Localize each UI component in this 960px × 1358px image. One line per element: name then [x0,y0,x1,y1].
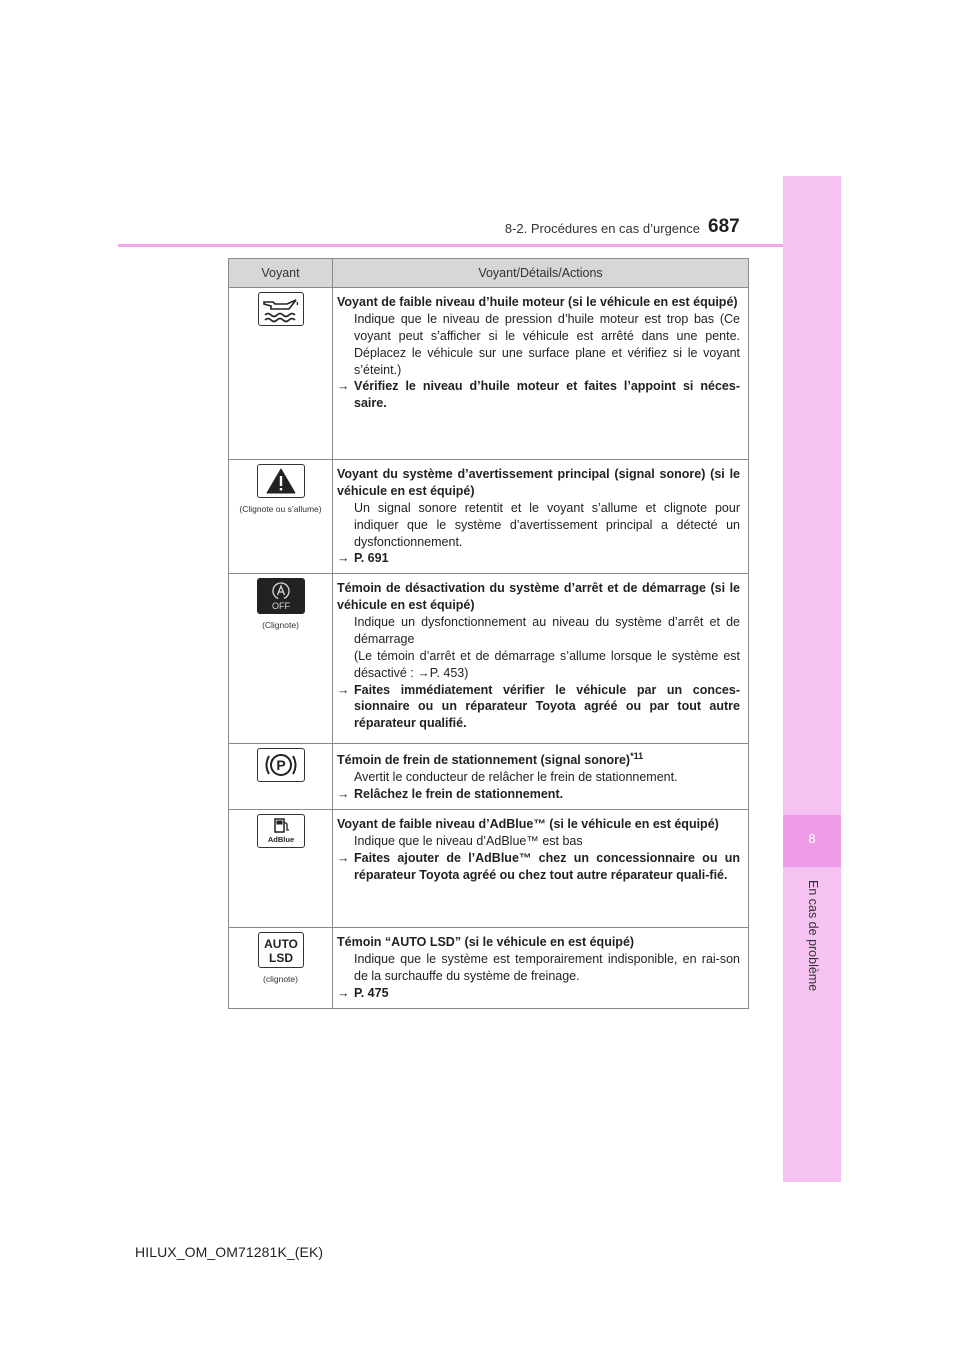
chapter-title: En cas de problème [806,880,820,992]
stop-start-off-label: OFF [271,601,290,612]
master-warning-icon [257,464,305,498]
row-title: Témoin “AUTO LSD” (si le véhicule en est équipé) [337,935,635,950]
arrow-icon: → [337,850,350,865]
indicator-cell [229,574,333,744]
row-action: → P. 475 [337,985,389,1000]
row-description: Indique que le niveau d’AdBlue™ est bas [354,833,583,848]
row-description-note: (Le témoin d’arrêt et de démarrage s’allume lorsque le système est désactivé : →P. 453) [354,648,740,680]
table-row [229,928,749,1009]
details-cell [333,288,749,460]
arrow-icon: → [337,379,350,394]
adblue-icon [257,814,305,848]
row-title: Témoin de frein de stationnement (signal sonore)$^{*11}$ [337,751,644,768]
parking-brake-letter: P [275,757,286,774]
section-title: 8-2. Procédures en cas d’urgence [504,221,700,236]
indicator-cell [229,744,333,810]
document-code: HILUX_OM_OM71281K_(EK) [135,1244,324,1260]
row-description: Indique que le niveau de pression d’huile moteur est trop bas (Ce voyant peut s’afficher si le véhicule est arrêté dans une pente. Déplacez le véhicule sur une surface plane et vérifiez si le voyant s’éteint.) [354,311,740,377]
table-row [229,810,749,928]
row-description: Avertit le conducteur de relâcher le frein de stationnement. [354,770,678,785]
row-title: Voyant de faible niveau d’huile moteur (si le véhicule en est équipé) [337,295,738,309]
details-cell [333,460,749,574]
chapter-number: 8 [808,831,816,846]
page-number: 687 [708,216,740,237]
arrow-icon: → [337,787,350,802]
details-cell [333,810,749,928]
auto-lsd-icon [258,932,304,968]
header-divider [118,244,783,247]
table-header-row [229,259,749,288]
table-row [229,574,749,744]
row-description: Un signal sonore retentit et le voyant s’allume et clignote pour indiquer que le système d’avertissement principal a détecté un dysfonctionnement. [354,500,740,549]
row-title: Voyant de faible niveau d’AdBlue™ (si le véhicule en est équipé) [337,817,719,832]
indicator-caption: (Clignote ou s’allume) [239,503,322,514]
auto-lsd-label-bottom: LSD [268,951,293,966]
indicator-caption: (Clignote) [262,620,299,631]
column-header-indicator: Voyant [229,259,333,288]
indicator-cell [229,460,333,574]
arrow-icon: → [337,682,350,697]
table-row [229,744,749,810]
indicator-cell [229,288,333,460]
oil-pressure-icon [258,292,304,326]
table-row [229,288,749,460]
row-action: → Faites ajouter de l’AdBlue™ chez un concessionnaire ou un réparateur Toyota agréé ou chez tout autre réparateur quali-fié. [337,850,740,882]
details-cell [333,574,749,744]
row-description: Indique un dysfonctionnement au niveau du système d’arrêt et de démarrage [354,615,740,646]
stop-start-off-icon [257,578,305,614]
table-row [229,460,749,574]
indicator-cell [229,928,333,1009]
arrow-icon: → [337,551,350,566]
row-title: Témoin de désactivation du système d’arrêt et de démarrage (si le véhicule en est équipé) [337,581,740,613]
footnote-marker: *11 [630,751,644,762]
details-cell [333,744,749,810]
column-header-details: Voyant/Détails/Actions [333,259,749,288]
auto-lsd-label-top: AUTO [263,937,298,952]
indicator-caption: (clignote) [263,973,298,984]
row-description: Indique que le système est temporairement indisponible, en rai-son de la surchauffe du système de freinage. [354,951,740,983]
row-action: → P. 691 [337,551,389,566]
indicator-cell [229,810,333,928]
adblue-label: AdBlue [267,835,294,845]
row-title: Voyant du système d’avertissement principal (signal sonore) (si le véhicule en est équipé) [337,467,740,498]
row-action: → Vérifiez le niveau d’huile moteur et faites l’appoint si néces-saire. [337,379,740,411]
row-action: → Relâchez le frein de stationnement. [337,787,564,802]
details-cell [333,928,749,1009]
arrow-icon: → [337,985,350,1000]
parking-brake-icon [257,748,305,782]
warning-lights-table [228,258,749,1009]
row-action: → Faites immédiatement vérifier le véhicule par un conces-sionnaire ou un réparateur Toyota agréé ou par tout autre réparateur qualifié. [337,682,740,731]
